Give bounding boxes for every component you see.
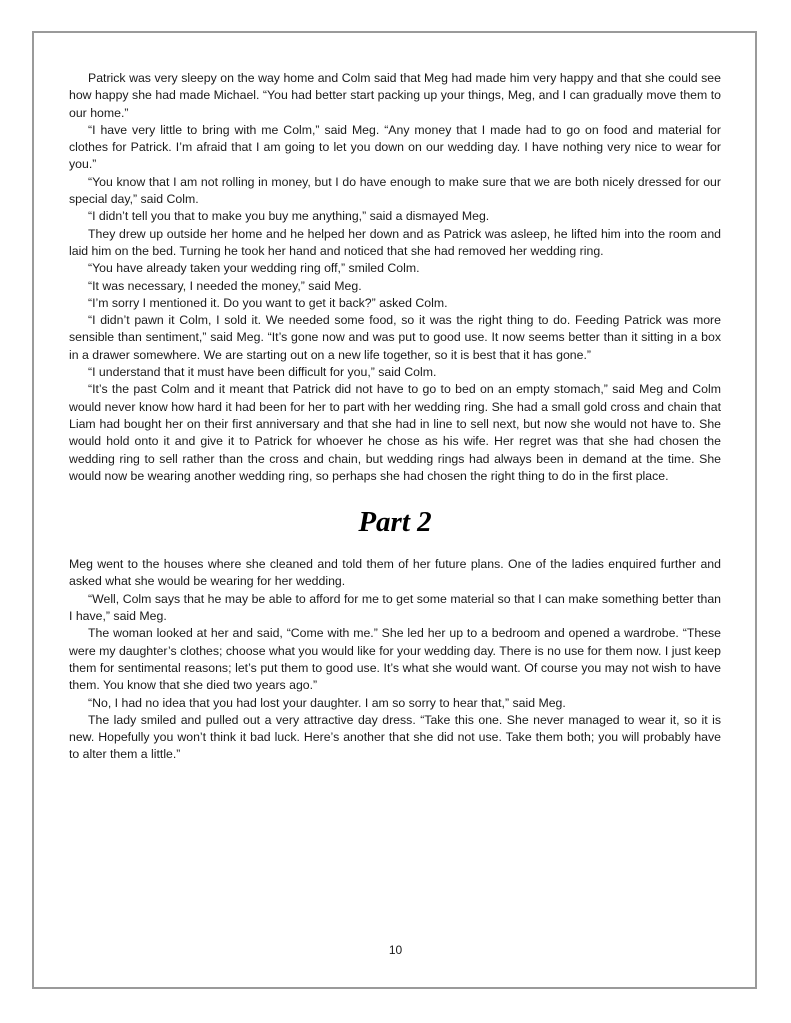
paragraph: “Well, Colm says that he may be able to afford for me to get some material so that I can make something better than I have,” said Meg. — [69, 591, 721, 624]
paragraph: “You know that I am not rolling in money, but I do have enough to make sure that we are both nicely dressed for our special day,” said Colm. — [69, 174, 721, 207]
paragraph: Meg went to the houses where she cleaned and told them of her future plans. One of the ladies enquired further and asked what she would be wearing for her wedding. — [69, 557, 721, 589]
paragraph: “No, I had no idea that you had lost your daughter. I am so sorry to hear that,” said Meg. — [88, 695, 566, 710]
document-body — [69, 70, 721, 764]
paragraph: “I have very little to bring with me Colm,” said Meg. “Any money that I made had to go on food and material for clothes for Patrick. I’m afraid that I am going to let you down on our wedding day. I have nothing very nice to wear for you.” — [69, 122, 721, 172]
paragraph: “It’s the past Colm and it meant that Patrick did not have to go to bed on an empty stomach,” said Meg and Colm would never know how hard it had been for her to part with her wedding ring. She had a small gold cross and chain that Liam had bought her on their first anniversary and that she had in line to sell next, but now she would not have to. She would hold onto it and give it to Patrick for whoever he chose as his wife. Her regret was that she had chosen the wedding ring to sell rather than the cross and chain, but wedding rings had always been in demand at the time. She would now be wearing another wedding ring, so perhaps she had chosen the right thing to do in the first place. — [69, 382, 721, 483]
page-number: 10 — [388, 943, 403, 957]
paragraph: The lady smiled and pulled out a very attractive day dress. “Take this one. She never managed to wear it, so it is new. Hopefully you won’t think it bad luck. Here’s another that she did not use. Take them both; you will probably have to alter them a little.” — [69, 712, 721, 762]
section-heading: Part 2 — [358, 506, 432, 539]
paragraph: “I didn’t tell you that to make you buy me anything,” said a dismayed Meg. — [88, 209, 490, 224]
paragraph: “It was necessary, I needed the money,” said Meg. — [88, 278, 362, 293]
paragraph: “I didn’t pawn it Colm, I sold it. We needed some food, so it was the right thing to do. Feeding Patrick was more sensible than sentiment,” said Meg. “It’s gone now and was put to good use. It now seems better than it sitting in a box in a drawer somewhere. We are starting out on a new life together, so it is best that it has gone.” — [69, 313, 721, 362]
paragraph: “I understand that it must have been difficult for you,” said Colm. — [88, 365, 437, 380]
paragraph: They drew up outside her home and he helped her down and as Patrick was asleep, he lifted him into the room and laid him on the bed. Turning he took her hand and noticed that she had removed her wedding ring. — [69, 226, 721, 258]
paragraph: “You have already taken your wedding ring off,” smiled Colm. — [88, 261, 420, 276]
paragraph: The woman looked at her and said, “Come with me.” She led her up to a bedroom and opened a wardrobe. “These were my daughter’s clothes; choose what you would like for your wedding day. There is no use for them now. I just keep them for sentimental reasons; let’s put them to good use. It’s what she would want. Of course you may not wish to have them. You know that she died two years ago.” — [69, 626, 721, 693]
paragraph: Patrick was very sleepy on the way home and Colm said that Meg had made him very happy and that she could see how happy she had made Michael. “You had better start packing up your things, Meg, and I can gradually move them to our home.” — [69, 71, 721, 120]
paragraph: “I’m sorry I mentioned it. Do you want to get it back?” asked Colm. — [88, 295, 448, 310]
